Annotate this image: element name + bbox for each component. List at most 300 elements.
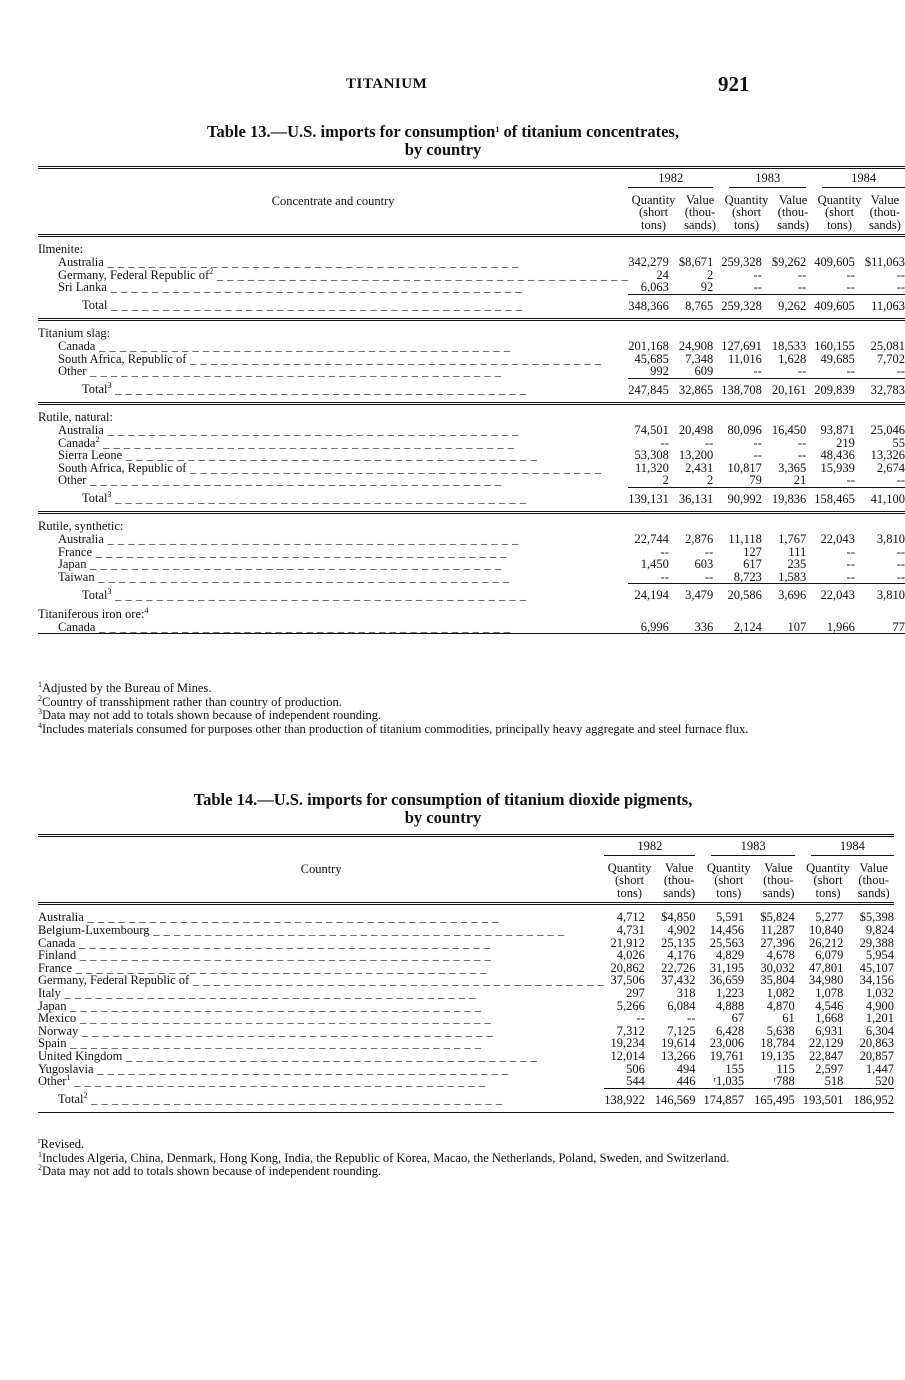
table-row	[38, 1075, 894, 1088]
cell-value: 1,628	[778, 351, 807, 366]
table14	[38, 834, 894, 1115]
cell-value: 20,161	[771, 382, 807, 397]
row-label-text: Australia	[58, 422, 104, 437]
cell-value: 19,135	[760, 1048, 795, 1063]
footnote	[38, 682, 754, 696]
table14-caption	[0, 791, 886, 827]
total-row	[38, 584, 905, 608]
cell-value: 4,712	[616, 910, 645, 925]
cell-value: 32,783	[870, 382, 905, 397]
quantity-header-line: tons)	[827, 217, 853, 232]
cell-value: 45,685	[634, 351, 669, 366]
cell-value: 9,824	[865, 922, 894, 937]
total-row	[38, 378, 905, 404]
cell-value: 19,836	[771, 491, 807, 506]
footnote-text: Adjusted by the Bureau of Mines.	[42, 681, 212, 695]
cell-value: --	[753, 280, 762, 295]
value-header-line: Value	[870, 192, 900, 207]
cell-value: 13,326	[870, 448, 905, 463]
cell-value: --	[797, 435, 807, 450]
footnote-mark: r	[38, 1136, 41, 1145]
value-header-line: sands)	[857, 885, 890, 900]
table-row	[38, 474, 905, 487]
cell-value: $9,262	[771, 254, 807, 269]
cell-value: 165,495	[754, 1092, 795, 1107]
cell-value: 127,691	[721, 338, 762, 353]
row-label-text: Canada	[38, 935, 76, 950]
cell-value: $5,824	[760, 910, 795, 925]
cell-value: 18,533	[771, 338, 807, 353]
value-header-line: (thou-	[684, 205, 716, 220]
value-header-line: (thou-	[763, 873, 794, 888]
cell-value: 6,428	[715, 1023, 745, 1038]
group-title: Titanium slag:	[38, 326, 111, 341]
quantity-column-header	[803, 858, 854, 904]
cell-value: 1,201	[865, 1011, 894, 1026]
value-header-line: Value	[685, 192, 715, 207]
cell-value: --	[846, 557, 855, 572]
total-row	[38, 1088, 894, 1113]
year-header-row	[38, 168, 905, 190]
cell-value: 259,328	[721, 254, 762, 269]
row-label-text: Sierra Leone	[58, 448, 123, 463]
year-header: 1984	[851, 171, 877, 185]
cell-value: 31,195	[709, 960, 745, 975]
cell-value: 9,262	[778, 298, 807, 313]
quantity-header-line: (short	[638, 205, 669, 220]
cell-value: 518	[824, 1074, 844, 1089]
cell-value: 20,857	[859, 1048, 894, 1063]
cell-value: --	[797, 280, 807, 295]
cell-value: 12,014	[610, 1048, 645, 1063]
row-label-text: Japan	[58, 557, 87, 572]
value-header-line: Value	[859, 860, 888, 875]
cell-value: 4,888	[715, 998, 745, 1013]
cell-value: 20,862	[610, 960, 645, 975]
cell-value: 20,498	[678, 422, 714, 437]
cell-value: 29,388	[859, 935, 894, 950]
row-label	[38, 365, 628, 378]
row-label	[38, 378, 628, 404]
row-label-text: Mexico	[38, 1011, 77, 1026]
cell-value: 5,954	[865, 948, 894, 963]
table13-caption	[0, 123, 886, 159]
footnote-mark: 1	[38, 680, 42, 689]
cell-value: 4,900	[865, 998, 894, 1013]
cell-value: 6,931	[815, 1023, 844, 1038]
row-label-text: Other	[58, 473, 87, 488]
row-label-text: Canada	[58, 338, 96, 353]
value-header-line: sands)	[762, 885, 795, 900]
row-label-text: France	[38, 960, 73, 975]
footnote-text: Country of transshipment rather than country of production.	[42, 694, 342, 709]
cell-value: 22,129	[808, 1036, 844, 1051]
footnote-text: Includes materials consumed for purposes other than production of titanium commodities, principally heavy aggregate and steel furnace flux.	[42, 721, 749, 736]
cell-value: 3,365	[778, 460, 807, 475]
value-column-header	[853, 858, 894, 904]
cell-value: 111	[788, 544, 807, 559]
value-column-header	[655, 858, 704, 904]
stub-header: Concentrate and country	[271, 194, 395, 209]
value-header-line: (thou-	[869, 205, 901, 220]
cell-value: 609	[694, 364, 714, 379]
quantity-header-line: (short	[731, 205, 762, 220]
cell-value: 5,591	[715, 910, 745, 925]
quantity-header-line: Quantity	[631, 192, 676, 207]
cell-value: --	[753, 448, 762, 463]
cell-value: 4,026	[616, 948, 645, 963]
quantity-header-line: (short	[824, 205, 855, 220]
cell-value: 6,084	[667, 998, 696, 1013]
total-row	[38, 294, 905, 320]
quantity-header-line: tons)	[815, 885, 841, 900]
footnote	[38, 709, 754, 723]
cell-value: 158,465	[814, 491, 855, 506]
cell-value: 11,016	[727, 351, 762, 366]
cell-value: --	[636, 1011, 645, 1026]
cell-value: 259,328	[721, 298, 762, 313]
cell-value: --	[896, 557, 905, 572]
cell-value: 21	[793, 473, 807, 488]
total-row	[38, 487, 905, 513]
row-label-text: France	[58, 544, 93, 559]
cell-value: 19,614	[661, 1036, 696, 1051]
cell-value: 139,131	[628, 491, 669, 506]
footnote-text: Revised.	[40, 1137, 85, 1151]
cell-value: 24,908	[678, 338, 714, 353]
footnote-mark: 2	[95, 434, 100, 444]
cell-value: 23,006	[709, 1036, 745, 1051]
cell-value: 1,450	[640, 557, 669, 572]
running-title: TITANIUM	[346, 76, 428, 92]
quantity-column-header	[604, 858, 655, 904]
row-label-text: Belgium-Luxembourg	[38, 922, 150, 937]
value-header-line: sands)	[868, 217, 901, 232]
cell-value: 24	[656, 267, 669, 282]
cell-value: --	[704, 435, 714, 450]
cell-value: 20,586	[727, 588, 762, 603]
cell-value: 41,100	[870, 491, 905, 506]
cell-value: 520	[875, 1074, 894, 1089]
cell-value: 93,871	[820, 422, 855, 437]
cell-value: 336	[694, 619, 714, 634]
cell-value: 27,396	[760, 935, 795, 950]
cell-value: 2,124	[733, 619, 762, 634]
cell-value: 92	[700, 280, 714, 295]
footnote-mark: 2	[209, 266, 214, 276]
cell-value: ʳ788	[773, 1074, 795, 1089]
cell-value: --	[896, 473, 905, 488]
quantity-header-line: tons)	[641, 217, 667, 232]
cell-value: 34,980	[808, 973, 844, 988]
cell-value: 7,348	[685, 351, 714, 366]
cell-value: 127	[743, 544, 762, 559]
cell-value: --	[660, 569, 669, 584]
row-label-text: South Africa, Republic of	[58, 460, 187, 475]
row-label-text: Germany, Federal Republic of	[38, 973, 190, 988]
row-label	[38, 487, 628, 513]
cell-value: $5,398	[859, 910, 894, 925]
cell-value: 45,107	[859, 960, 894, 975]
cell-value: 3,696	[778, 588, 807, 603]
cell-value: 4,902	[667, 922, 696, 937]
footnote-mark: 1	[38, 1149, 42, 1159]
cell-value: --	[846, 364, 855, 379]
cell-value: 348,366	[628, 298, 669, 313]
cell-value: 4,731	[616, 922, 645, 937]
cell-value: 24,194	[634, 588, 669, 603]
row-label	[38, 621, 628, 634]
cell-value: 1,668	[815, 1011, 844, 1026]
group-title: Rutile, synthetic:	[38, 519, 124, 534]
cell-value: 409,605	[814, 254, 855, 269]
row-label-text: Sri Lanka	[58, 280, 107, 295]
cell-value: 20,863	[859, 1036, 894, 1051]
cell-value: 16,450	[771, 422, 807, 437]
cell-value: 25,135	[661, 935, 696, 950]
value-header-line: (thou-	[777, 205, 809, 220]
quantity-header-line: Quantity	[706, 860, 751, 875]
cell-value: 6,996	[640, 619, 669, 634]
cell-value: 342,279	[628, 254, 669, 269]
cell-value: 1,447	[865, 1061, 894, 1076]
cell-value: 15,939	[820, 460, 855, 475]
cell-value: 3,810	[876, 532, 905, 547]
cell-value: 992	[650, 364, 669, 379]
cell-value: 8,723	[733, 569, 762, 584]
cell-value: --	[896, 544, 905, 559]
table14-footnotes	[38, 1138, 754, 1179]
row-label	[38, 281, 628, 294]
cell-value: 67	[731, 1011, 745, 1026]
group-title: Titaniferous iron ore:	[38, 607, 145, 622]
cell-value: 34,156	[859, 973, 894, 988]
cell-value: 174,857	[703, 1092, 745, 1107]
row-label	[38, 294, 628, 320]
quantity-header-line: Quantity	[806, 860, 850, 875]
cell-value: 19,234	[610, 1036, 645, 1051]
cell-value: 13,266	[661, 1048, 696, 1063]
value-column-header	[679, 190, 721, 236]
row-label-text: Australia	[58, 532, 104, 547]
footnote-mark: 1	[66, 1073, 71, 1083]
cell-value: 138,708	[721, 382, 762, 397]
footnote	[38, 1165, 754, 1179]
row-label-text: Total	[58, 1092, 84, 1107]
cell-value: 80,096	[727, 422, 762, 437]
cell-value: 3,479	[685, 588, 714, 603]
cell-value: --	[797, 448, 807, 463]
cell-value: 79	[749, 473, 762, 488]
cell-value: 22,744	[634, 532, 669, 547]
cell-value: 49,685	[820, 351, 855, 366]
row-label-text: Total	[82, 298, 108, 313]
footnote-text: Data may not add to totals shown because of independent rounding.	[42, 708, 382, 723]
group-title: Ilmenite:	[38, 242, 84, 257]
cell-value: 1,032	[865, 985, 894, 1000]
cell-value: 2,674	[876, 460, 905, 475]
cell-value: 219	[836, 435, 855, 450]
cell-value: $4,850	[661, 910, 696, 925]
footnote-mark: 3	[107, 381, 112, 391]
cell-value: 115	[776, 1061, 795, 1076]
year-header: 1983	[755, 171, 781, 185]
cell-value: --	[846, 569, 855, 584]
cell-value: 1,082	[766, 985, 795, 1000]
cell-value: 14,456	[709, 922, 745, 937]
cell-value: 19,761	[709, 1048, 745, 1063]
cell-value: 297	[626, 985, 645, 1000]
cell-value: 5,277	[815, 910, 844, 925]
table-row	[38, 365, 905, 378]
quantity-header-line: tons)	[734, 217, 760, 232]
row-label	[38, 584, 628, 608]
cell-value: --	[753, 364, 762, 379]
cell-value: --	[753, 435, 762, 450]
cell-value: --	[846, 544, 855, 559]
cell-value: 26,212	[808, 935, 844, 950]
cell-value: 494	[676, 1061, 696, 1076]
cell-value: 25,046	[870, 422, 905, 437]
footnote	[38, 720, 754, 737]
cell-value: --	[704, 569, 714, 584]
year-header-row	[38, 836, 894, 858]
row-label	[38, 571, 628, 584]
quantity-header-line: (short	[813, 873, 843, 888]
row-label-text: Spain	[38, 1036, 67, 1051]
cell-value: 544	[626, 1074, 645, 1089]
cell-value: 186,952	[853, 1092, 894, 1107]
cell-value: 247,845	[628, 382, 669, 397]
row-label-text: Other	[38, 1074, 67, 1089]
cell-value: --	[660, 435, 669, 450]
cell-value: 11,287	[760, 922, 795, 937]
cell-value: 409,605	[814, 298, 855, 313]
quantity-header-line: tons)	[716, 885, 742, 900]
row-label-text: Total	[82, 491, 108, 506]
row-label-text: Total	[82, 382, 108, 397]
quantity-header-line: (short	[714, 873, 744, 888]
cell-value: --	[846, 280, 855, 295]
stub-header: Country	[300, 862, 342, 877]
cell-value: 4,829	[715, 948, 745, 963]
cell-value: --	[846, 267, 855, 282]
cell-value: 11,118	[728, 532, 762, 547]
cell-value: 146,569	[654, 1092, 696, 1107]
row-label-text: Finland	[38, 948, 77, 963]
cell-value: --	[660, 544, 669, 559]
cell-value: 201,168	[628, 338, 669, 353]
footnote-mark: 3	[107, 490, 112, 500]
row-label-text: Yugoslavia	[38, 1061, 94, 1076]
cell-value: --	[846, 473, 855, 488]
value-header-line: sands)	[684, 217, 717, 232]
group-title: Rutile, natural:	[38, 410, 113, 425]
table-row	[38, 281, 905, 294]
cell-value: --	[896, 267, 905, 282]
cell-value: ʳ1,035	[713, 1074, 745, 1089]
value-header-line: Value	[778, 192, 808, 207]
cell-value: --	[753, 267, 762, 282]
footnote-mark: 3	[38, 707, 42, 717]
row-label-text: Australia	[58, 254, 104, 269]
row-label-text: Australia	[38, 910, 84, 925]
cell-value: 7,702	[876, 351, 905, 366]
row-label	[38, 474, 628, 487]
table13-footnotes	[38, 682, 754, 736]
year-header: 1982	[637, 839, 663, 853]
row-label	[38, 1088, 604, 1113]
cell-value: 3,810	[876, 588, 905, 603]
cell-value: 36,659	[709, 973, 745, 988]
value-header-line: (thou-	[858, 873, 889, 888]
year-header: 1982	[658, 171, 684, 185]
cell-value: 155	[725, 1061, 745, 1076]
cell-value: --	[797, 267, 807, 282]
page-number: 921	[718, 72, 750, 96]
table13-caption-line2: by country	[404, 140, 482, 159]
cell-value: 446	[676, 1074, 696, 1089]
cell-value: 25,081	[870, 338, 905, 353]
value-column-header	[772, 190, 814, 236]
cell-value: --	[896, 364, 905, 379]
cell-value: 32,865	[678, 382, 714, 397]
table-row	[38, 621, 905, 634]
row-label-text: Taiwan	[58, 569, 95, 584]
cell-value: $8,671	[678, 254, 714, 269]
cell-value: 160,155	[814, 338, 855, 353]
year-header: 1984	[839, 839, 865, 853]
cell-value: 10,840	[808, 922, 844, 937]
cell-value: 138,922	[604, 1092, 645, 1107]
cell-value: 2,597	[815, 1061, 844, 1076]
cell-value: 37,506	[610, 973, 645, 988]
cell-value: 4,176	[667, 948, 696, 963]
quantity-header-line: Quantity	[724, 192, 769, 207]
cell-value: $11,063	[864, 254, 905, 269]
cell-value: 2	[662, 473, 669, 488]
cell-value: --	[687, 1011, 696, 1026]
cell-value: 6,079	[815, 948, 844, 963]
value-column-header	[865, 190, 905, 236]
table13-caption-line1: Table 13.—U.S. imports for consumption$^1$ of titanium concentrates,	[207, 122, 679, 141]
quantity-header-line: Quantity	[817, 192, 862, 207]
quantity-column-header	[628, 190, 679, 236]
cell-value: 2,431	[685, 460, 714, 475]
cell-value: 7,125	[667, 1023, 696, 1038]
cell-value: 7,312	[616, 1023, 645, 1038]
row-label-text: Canada	[58, 435, 96, 450]
quantity-header-line: Quantity	[607, 860, 652, 875]
quantity-header-line: (short	[614, 873, 645, 888]
cell-value: 4,870	[766, 998, 795, 1013]
value-column-header	[754, 858, 803, 904]
quantity-column-header	[703, 858, 754, 904]
footnote-text: Data may not add to totals shown because of independent rounding.	[42, 1164, 382, 1179]
row-label	[38, 424, 628, 437]
cell-value: --	[896, 569, 905, 584]
cell-value: --	[797, 364, 807, 379]
cell-value: 6,063	[640, 280, 669, 295]
value-header-line: sands)	[663, 885, 696, 900]
footnote-mark: 4	[144, 606, 149, 616]
cell-value: 506	[626, 1061, 645, 1076]
row-label-text: Germany, Federal Republic of	[58, 267, 210, 282]
value-header-line: (thou-	[663, 873, 695, 888]
table14-caption-line1: Table 14.—U.S. imports for consumption of titanium dioxide pigments,	[193, 790, 693, 809]
cell-value: 1,078	[815, 985, 844, 1000]
cell-value: 235	[787, 557, 807, 572]
